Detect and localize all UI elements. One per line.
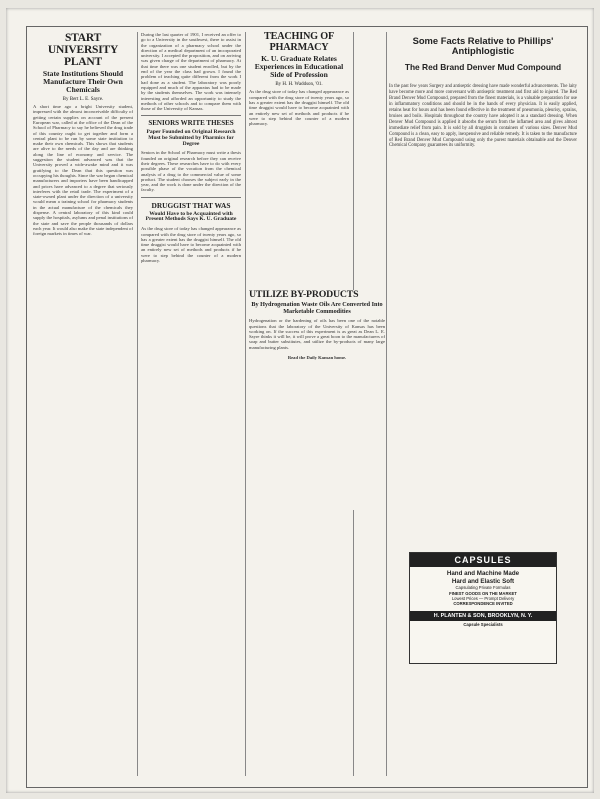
- byproducts-article: [249, 290, 385, 510]
- column-divider: [137, 32, 138, 776]
- capsules-line-4: FINEST GOODS ON THE MARKET: [449, 590, 517, 596]
- plant-headline: START UNIVERSITY PLANT: [47, 32, 119, 69]
- byproducts-headline: UTILIZE BY-PRODUCTS: [249, 290, 359, 300]
- column-2: [141, 32, 241, 776]
- capsules-ad: [409, 552, 557, 664]
- capsules-line-2: Hard and Elastic Soft: [451, 577, 515, 585]
- capsules-line-3: Capsulating Private Formulas: [455, 585, 511, 591]
- byproducts-subhead: By Hydrogenation Waste Oils Are Converted Into Marketable Commodities: [251, 301, 383, 315]
- byproducts-body: Hydrogenation or the hardening of oils has been one of the notable questions that the laboratory of the University of Kansas has been working on. If the success of this experiment is as great as Dean L. E. Sayre thinks it will be, it will prove a great boon to the manufacturers of soap and butter substitutes, and utilize the by-products of many large manufacturing plants.: [249, 318, 385, 350]
- divider-line: [141, 197, 241, 198]
- pharmacy-body: As the drug store of today has changed appearance as compared with the drug store of twenty years ago, so has a greater extent has the druggist himself. The old time druggist would have to become acquainted with an entirely new set of methods and products if he were to step behind the counter of a modern pharmacy.: [249, 89, 349, 127]
- subscribe-note: Read the Daily Kansan home.: [287, 355, 347, 361]
- plant-byline: By Bert L. E. Sayre.: [62, 97, 104, 103]
- capsules-line-1: Hand and Machine Made: [446, 570, 520, 577]
- column-divider: [245, 32, 246, 776]
- seniors-subhead: Paper Founded on Original Research Must be Submitted by Pharmics for Degree: [146, 128, 236, 147]
- capsules-line-6: CORRESPONDENCE INVITED: [453, 601, 513, 607]
- capsules-title: CAPSULES: [410, 553, 556, 567]
- divider-line: [141, 115, 241, 116]
- ad-headline: Some Facts Relative to Phillips' Antiphlogistic: [412, 35, 554, 57]
- pharmacy-headline: TEACHING OF PHARMACY: [264, 32, 334, 53]
- capsules-spec: Capsule Specialists: [463, 621, 503, 627]
- antiphlogistic-ad: [389, 34, 577, 774]
- capsules-line-5: Lowest Prices — Prompt Delivery: [451, 596, 515, 601]
- pharmacy-byline: By H. H. Waddson, '01.: [275, 82, 323, 88]
- druggist-headline: DRUGGIST THAT WAS: [151, 200, 231, 210]
- seniors-headline: SENIORS WRITE THESES: [148, 119, 234, 128]
- newspaper-page: [6, 8, 594, 793]
- column-1: [33, 32, 133, 776]
- pharmacy-subhead: K. U. Graduate Relates Experiences in Educational Side of Profession: [254, 54, 344, 80]
- druggist-subhead: Would Have to be Acquainted with Present Methods Says K. U. Graduate: [145, 210, 237, 223]
- plant-body: A short time ago a bright University student, impressed with the almost inconceivable difficulty of getting certain supplies on account of the present European war, called at the office of the Dean of the School of Pharmacy to say he believed the drug trade of this country ought to get together and form a central plant to be run by some state institution to make their own chemicals. This shows that students are alive to the needs of the day and are thinking along the line of economy and service. The suggestion the student advanced was that the University proved a wide-awake mind and it was gratifying to the Dean that this question was occupying his thoughts. Since the war began chemical manufacturers and importers have been handicapped and prices have advanced to a degree that seriously interferes with the retail trade. The experiment of a state-owned plant under the direction of a university would mean a training school for pharmacy students in the actual manufacture of the chemicals they dispense. A central laboratory of this kind could supply the hospitals, asylums and penal institutions of the state and save the people thousands of dollars each year. It would also make the state independent of foreign markets in times of war.: [33, 104, 133, 237]
- ad-divider: [386, 32, 387, 776]
- plant-subhead: State Institutions Should Manufacture Their Own Chemicals: [42, 69, 124, 95]
- seniors-body: Seniors in the School of Pharmacy must write a thesis founded on original research before they can receive their degrees. These researches have to do with every possible phase of the vocation from the chemical analysis of a drug to the commercial value of some product. The student chooses the subject early in the year, and the work is done under the direction of the faculty.: [141, 150, 241, 193]
- druggist-body: As the drug store of today has changed appearance as compared with the drug store of twenty years ago, so has a greater extent has the druggist himself. The old time druggist would have to become acquainted with an entirely new set of methods and products if he were to step behind the counter of a modern pharmacy.: [141, 226, 241, 264]
- capsules-maker: H. PLANTEN & SON, BROOKLYN, N. Y.: [410, 611, 556, 621]
- ad-body: In the past few years Surgery and antiseptic dressing have made wonderful advancements. The laity have become more and more conversant with antiseptic treatment and first aid to injured. The Red Brand Denver Mud Compound, prepared from the finest materials, is a valuable preparation for use in inflammatory conditions and should be in the hands of every physician. It is easily applied, retains heat for hours and has been found effective in the treatment of pneumonia, pleurisy, sprains, bruises and boils. Hospitals throughout the country have adopted it as a standard dressing. When Denver Mud Compound is applied it absorbs the serum from the inflamed area and gives almost immediate relief from pain. It is sold by all druggists in containers of various sizes. Denver Mud Compound is a clean, easy to apply, inexpensive and reliable remedy. It is taken to the manufacture of Red Brand Denver Mud Compound using only the purest materials obtainable and the Denver Chemical Company guarantees its uniformity.: [389, 84, 577, 149]
- plant-body-continued: During the last quarter of 1901, I received an offer to go to a University in the southwest, there to assist in the organization of a pharmacy school under the direction of a medical department of an incorporated university. I accepted the proposition, and on arriving was given charge of the department of pharmacy. At that time there was one student enrolled, but by the end of the year the class had grown. I found the problem of teaching quite different from the work I had done as a student. The laboratory was poorly equipped and much of the apparatus had to be made by the students themselves. The work was intensely interesting and afforded an opportunity to study the methods of other schools and to compare them with those of the University of Kansas.: [141, 32, 241, 112]
- ad-subhead: The Red Brand Denver Mud Compound: [404, 61, 562, 72]
